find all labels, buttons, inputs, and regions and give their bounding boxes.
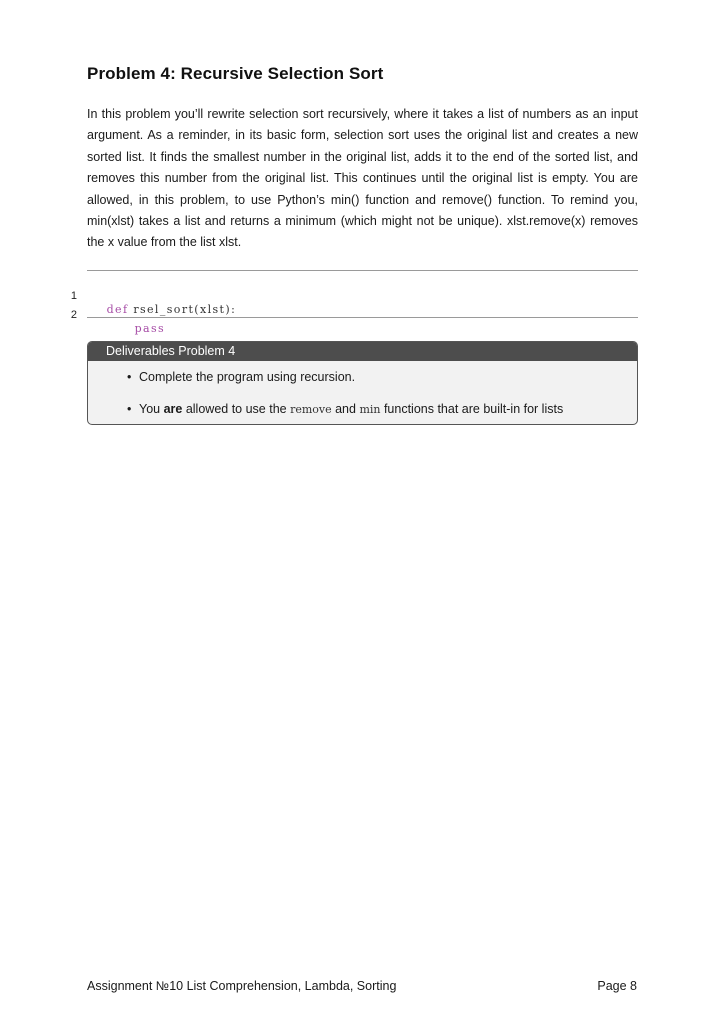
- deliverables-title: Deliverables Problem 4: [88, 342, 637, 361]
- code-line-2: [70, 296, 166, 335]
- bullet-icon: •: [127, 402, 132, 416]
- deliverable-text-pre: You: [139, 402, 164, 416]
- deliverable-text-mid: allowed to use the: [182, 402, 291, 416]
- line-number: 2: [70, 309, 77, 321]
- deliverables-box: [87, 341, 638, 425]
- code-remove: remove: [290, 403, 332, 416]
- deliverable-text-post: functions that are built-in for lists: [380, 402, 564, 416]
- deliverable-text: Complete the program using recursion.: [139, 370, 356, 384]
- problem-description: In this problem you’ll rewrite selection sort recursively, where it takes a list of numbers as an input argument. As a reminder, in its basic form, selection sort uses the original list and creates a new sorted list. It finds the smallest number in the original list, adds it to the end of the sorted list, and removes this number from the original list. This continues until the original list is empty. You are allowed, in this problem, to use Python’s min() function and remove() function. To remind you, min(xlst) takes a list and returns a minimum (which might not be unique). xlst.remove(x) removes the x value from the list xlst.: [87, 107, 638, 250]
- deliverable-emphasis: are: [163, 402, 183, 416]
- code-listing: [70, 270, 638, 335]
- code-keyword-def: def: [106, 303, 129, 316]
- bullet-icon: •: [127, 370, 132, 384]
- line-number: 1: [70, 290, 77, 302]
- code-text: rsel_sort(xlst):: [128, 303, 237, 316]
- deliverable-text-and: and: [331, 402, 360, 416]
- deliverable-item: [128, 402, 563, 416]
- code-min: min: [359, 403, 381, 416]
- deliverable-item: [128, 370, 355, 384]
- code-line-1: [70, 277, 237, 316]
- code-keyword-pass: pass: [134, 322, 166, 335]
- problem-heading: Problem 4: Recursive Selection Sort: [87, 64, 384, 83]
- footer-assignment-title: Assignment №10 List Comprehension, Lambda, Sorting: [87, 979, 397, 993]
- footer-page-number: Page 8: [597, 979, 637, 993]
